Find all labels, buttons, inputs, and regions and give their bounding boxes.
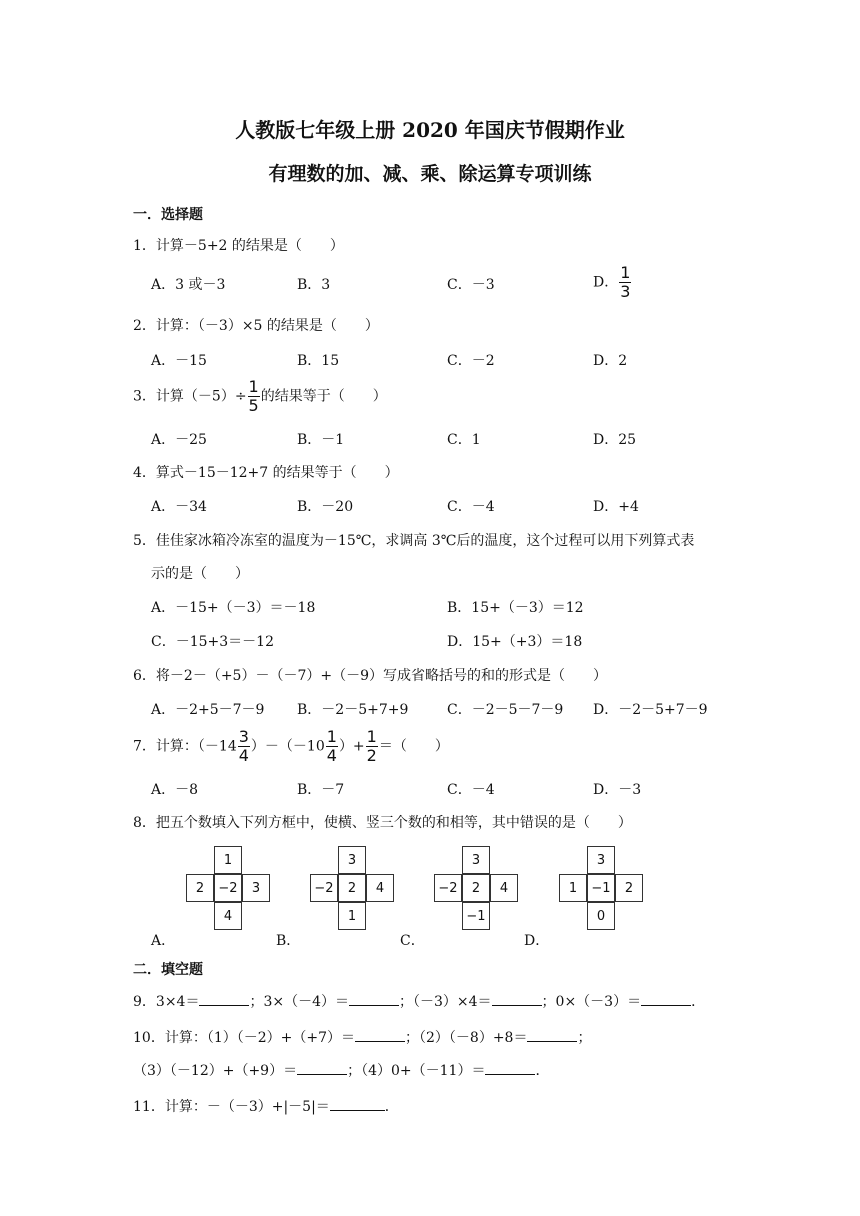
q5-option-b: B．15+（－3）＝12 (447, 600, 584, 616)
question-7: 7．计算：（－14 $\frac{3}{4}$ ）－（－10 $\frac{1}{4}$ ）+ $\frac{1}{2}$ ＝（ ） (133, 727, 449, 765)
q7-option-a: A．－8 (151, 782, 199, 798)
q4-option-a: A．－34 (151, 499, 207, 515)
cross-c-center: 2 (462, 874, 490, 902)
fraction: $\frac{1}{5}$ (248, 377, 259, 415)
cross-a-top: 1 (214, 846, 242, 874)
question-1: 1．计算－5+2 的结果是（ ） (133, 238, 344, 254)
q7-option-c: C．－4 (447, 782, 495, 798)
q7-option-d: D．－3 (593, 782, 642, 798)
q3-option-b: B．－1 (297, 432, 345, 448)
question-10-line1: 10．计算：（1）（－2）+（+7）＝ ；（2）（－8）+8＝ ； (133, 1027, 591, 1047)
q8-label-d: D． (524, 933, 550, 949)
q2-option-b: B．15 (297, 353, 340, 369)
question-9: 9．3×4＝ ；3×（－4）＝ ；（－3）×4＝ ；0×（－3）＝ ． (133, 991, 705, 1011)
question-5-line2: 示的是（ ） (151, 566, 249, 582)
answer-blank[interactable] (349, 991, 399, 1006)
cross-c-top: 3 (462, 846, 490, 874)
cross-b-center: 2 (338, 874, 366, 902)
cross-c-right: 4 (490, 874, 518, 902)
q3-option-d: D．25 (593, 432, 637, 448)
answer-blank[interactable] (527, 1027, 577, 1042)
cross-a-left: 2 (186, 874, 214, 902)
cross-c-bottom: −1 (462, 902, 490, 930)
q6-option-c: C．－2－5－7－9 (447, 702, 564, 718)
q6-option-b: B．－2－5+7+9 (297, 702, 409, 718)
q7-option-b: B．－7 (297, 782, 345, 798)
answer-blank[interactable] (485, 1060, 535, 1075)
fraction: $\frac{1}{4}$ (326, 727, 337, 765)
fraction: $\frac{1}{3}$ (620, 263, 631, 301)
cross-d-top: 3 (587, 846, 615, 874)
question-10-line2: （3）（－12）+（+9）＝ ；（4）0+（－11）＝ ． (133, 1060, 549, 1080)
question-11: 11．计算：－（－3）+|－5|＝ ． (133, 1096, 399, 1116)
q1-option-c: C．－3 (447, 277, 495, 293)
q3-option-a: A．－25 (151, 432, 207, 448)
answer-blank[interactable] (355, 1027, 405, 1042)
q8-label-a: A． (151, 933, 176, 949)
page-title: 人教版七年级上册 2020 年国庆节假期作业 (235, 118, 625, 142)
answer-blank[interactable] (297, 1060, 347, 1075)
answer-blank[interactable] (199, 991, 249, 1006)
cross-a-right: 3 (242, 874, 270, 902)
q5-option-a: A．－15+（－3）＝－18 (151, 600, 316, 616)
q4-option-d: D．+4 (593, 499, 639, 515)
q2-option-d: D．2 (593, 353, 628, 369)
section-choice-heading: 一．选择题 (133, 207, 203, 223)
q8-label-b: B． (276, 933, 301, 949)
question-8: 8．把五个数填入下列方框中，使横、竖三个数的和相等，其中错误的是（ ） (133, 815, 632, 831)
cross-d-center: −1 (587, 874, 615, 902)
q1-option-b: B．3 (297, 277, 331, 293)
question-5-line1: 5．佳佳家冰箱冷冻室的温度为－15℃，求调高 3℃后的温度，这个过程可以用下列算式表 (133, 533, 695, 549)
q2-option-a: A．－15 (151, 353, 207, 369)
cross-b-bottom: 1 (338, 902, 366, 930)
q1-option-d: D． $\frac{1}{3}$ (593, 263, 631, 301)
q8-label-c: C． (400, 933, 425, 949)
cross-b-top: 3 (338, 846, 366, 874)
section-fill-heading: 二．填空题 (133, 962, 203, 978)
cross-a-bottom: 4 (214, 902, 242, 930)
q1-option-a: A．3 或－3 (151, 277, 226, 293)
question-4: 4．算式－15－12+7 的结果等于（ ） (133, 465, 399, 481)
q3-option-c: C．1 (447, 432, 481, 448)
fraction: $\frac{3}{4}$ (238, 727, 249, 765)
cross-b-left: −2 (310, 874, 338, 902)
cross-d-left: 1 (559, 874, 587, 902)
cross-d-bottom: 0 (587, 902, 615, 930)
question-3: 3．计算（－5）÷ $\frac{1}{5}$ 的结果等于（ ） (133, 377, 387, 415)
page-subtitle: 有理数的加、减、乘、除运算专项训练 (268, 163, 592, 185)
q2-option-c: C．－2 (447, 353, 495, 369)
answer-blank[interactable] (641, 991, 691, 1006)
q4-option-b: B．－20 (297, 499, 354, 515)
q6-option-a: A．－2+5－7－9 (151, 702, 265, 718)
fraction: $\frac{1}{2}$ (366, 727, 377, 765)
cross-c-left: −2 (434, 874, 462, 902)
cross-b-right: 4 (366, 874, 394, 902)
cross-a-center: −2 (214, 874, 242, 902)
question-6: 6．将－2－（+5）－（－7）+（－9）写成省略括号的和的形式是（ ） (133, 668, 607, 684)
answer-blank[interactable] (492, 991, 542, 1006)
q5-option-c: C．－15+3＝－12 (151, 634, 274, 650)
question-2: 2．计算：（－3）×5 的结果是（ ） (133, 318, 379, 334)
q6-option-d: D．－2－5+7－9 (593, 702, 708, 718)
cross-d-right: 2 (615, 874, 643, 902)
q4-option-c: C．－4 (447, 499, 495, 515)
q5-option-d: D．15+（+3）＝18 (447, 634, 583, 650)
answer-blank[interactable] (330, 1096, 385, 1111)
